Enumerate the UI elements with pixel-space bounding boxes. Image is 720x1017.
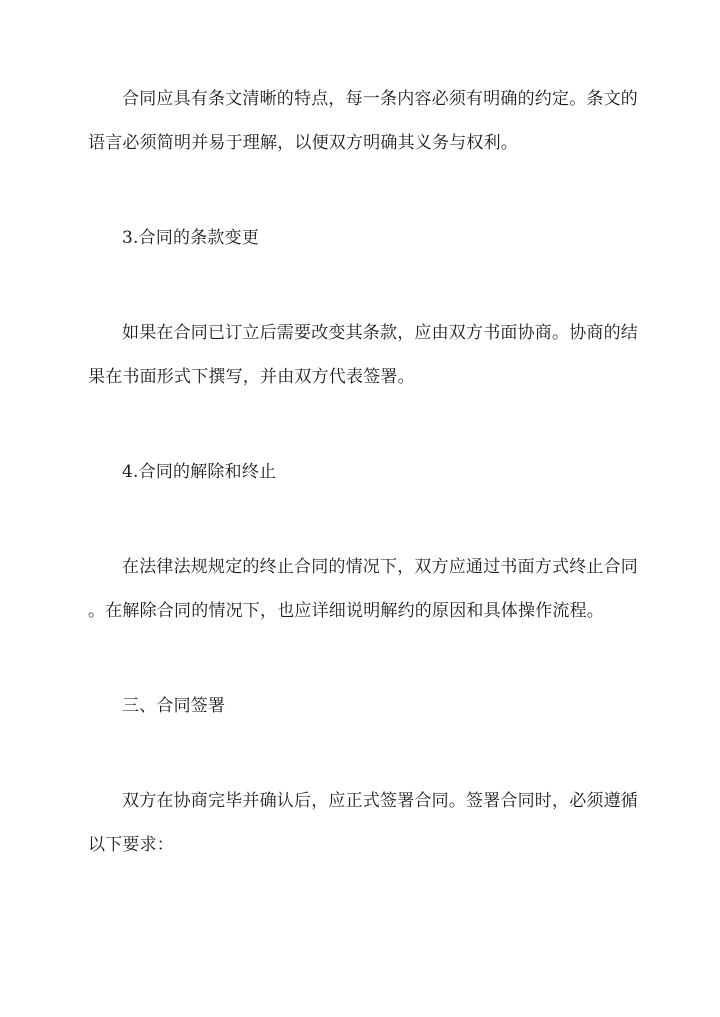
paragraph-termination-line-1: 在法律法规规定的终止合同的情况下，双方应通过书面方式终止合同 <box>122 557 638 577</box>
paragraph-clarity-line-1: 合同应具有条文清晰的特点，每一条内容必须有明确的约定。条文的 <box>122 89 638 109</box>
paragraph-terms-change-line-2: 果在书面形式下撰写，并由双方代表签署。 <box>88 367 415 387</box>
heading-termination: 4.合同的解除和终止 <box>122 462 277 482</box>
section-heading-signing: 三、合同签署 <box>122 696 226 716</box>
paragraph-signing-line-2: 以下要求： <box>88 835 174 855</box>
heading-terms-change: 3.合同的条款变更 <box>122 228 260 248</box>
paragraph-terms-change-line-1: 如果在合同已订立后需要改变其条款，应由双方书面协商。协商的结 <box>122 323 638 343</box>
paragraph-clarity-line-2: 语言必须简明并易于理解，以便双方明确其义务与权利。 <box>88 133 518 153</box>
paragraph-termination-line-2: 。在解除合同的情况下，也应详细说明解约的原因和具体操作流程。 <box>88 601 604 621</box>
paragraph-signing-line-1: 双方在协商完毕并确认后，应正式签署合同。签署合同时，必须遵循 <box>122 791 638 811</box>
